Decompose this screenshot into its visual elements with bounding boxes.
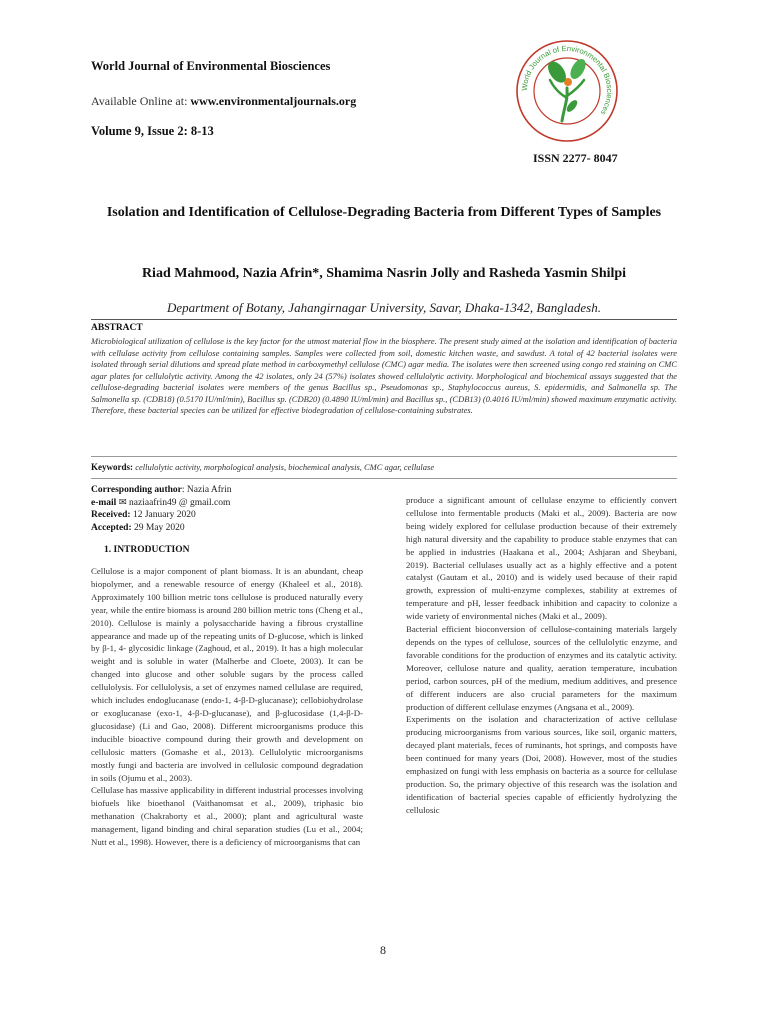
email-icon: ✉	[118, 497, 127, 508]
logo-figure-icon	[544, 56, 588, 121]
author-affiliation: Department of Botany, Jahangirnagar University, Savar, Dhaka-1342, Bangladesh.	[166, 300, 601, 315]
divider	[91, 456, 677, 457]
availability-label: Available Online at:	[91, 94, 191, 108]
logo-ring-text: World Journal of Environmental Biosciences	[519, 43, 615, 117]
column-left	[91, 565, 363, 849]
email-line: e-mail ✉ naziaafrin49 @ gmail.com	[91, 497, 231, 508]
issn: ISSN 2277- 8047	[533, 151, 618, 165]
paragraph: Cellulase has massive applicability in different industrial processes involving biofuels like bioethanol (Vaithanomsat et al., 2009), triphasic bio methanation (Chakraborty et al., 2000); plant and agricultural waste management, ligand binding and chiral separation studies (Lu et al., 2004; Nutt et al., 1998). However, there is a deficiency of microorganisms that can	[91, 785, 363, 848]
corresponding-author: Corresponding author: Nazia Afrin	[91, 485, 232, 495]
divider	[91, 478, 677, 479]
paragraph: Bacterial efficient bioconversion of cellulose-containing materials largely depends on the types of cellulose, sources of the cellulolytic enzyme, and favorable conditions for the production of enzymes and its catalytic activity. Moreover, cellulose nature and quality, aeration temperature, incubation period, carbon sources, pH of the medium, medium additives, and presence of different inducers are also crucial parameters for the maximum production of different cellulase enzymes (Angsana et al., 2009).	[406, 624, 677, 712]
keywords-line	[91, 462, 677, 472]
journal-url-link[interactable]: www.environmentaljournals.org	[190, 94, 357, 108]
article-title: Isolation and Identification of Cellulose-Degrading Bacteria from Different Types of Samples	[106, 205, 662, 220]
keywords-text: cellulolytic activity, morphological analysis, biochemical analysis, CMC agar, cellulase	[135, 462, 435, 472]
paragraph: Cellulose is a major component of plant biomass. It is an abundant, cheap biopolymer, and a renewable resource of energy (Khaleel et al., 2018). Approximately 100 billion metric tons cellulose is produced naturally every year, while the entire biomass is around 280 billion metric tons (Cheng et al., 2010). Cellulose is mainly a polysaccharide having a fibrous crystalline appearance and made up of the repeating units of D-glucose, which is linked by β-1, 4- glycosidic linkage (Zaghoud, et al., 2019). It has a high molecular weight and is soluble in water (Malherbe and Cloete, 2003). It can be changed into glucose and other soluble sugars by the process called cellulolysis. For cellulolysis, a set of enzymes named cellulase are required, which includes endoglucanase (endo-1, 4-β-D-glucanase); cellobiohydrolase or exoglucanase (exo-1, 4-β-D-glucanase), and β-glucosidase (1,4-β-D-glucosidase) (Li and Gao, 2008). Different microorganisms produce this inducible bioactive compound during their growth and development on cellulosic matters (Gomashe et al., 2013). Cellulolytic microorganisms mostly fungi and bacteria are involved in cellulosic compound degradation in soils (Ojumu et al., 2003).	[91, 566, 363, 783]
article-meta	[91, 484, 231, 534]
abstract-text: Microbiological utilization of cellulose is the key factor for the utmost material flow in the biosphere. The present study aimed at the isolation and identification of bacteria with cellulase activity from cellulose containing samples. Samples were collected from soil, domestic kitchen waste, and sawdust. A total of 42 bacterial isolates were isolated through serial dilutions and spread plate method in carboxymethyl cellulose (CMC) agar media. The isolates were then screened using congo red staining on CMC agar plates for cellulolytic activity. Among the 42 isolates, only 24 (57%) isolates showed cellulolytic activity. Morphological and biochemical assays suggested that the cellulose-degrading bacterial isolates were members of the genus Bacillus sp., Pseudomonas sp., Staphylococcus aureus, S. epidermidis, and Salmonella sp. The Salmonella sp. (CDB18) (0.5170 IU/ml/min), Bacillus sp. (CDB20) (0.4890 IU/ml/min) and Bacillus sp., (CDB13) (0.4016 IU/ml/min) showed maximum enzymatic activity. Therefore, these bacterial species can be utilized for effective biodegradation of cellulose-containing substrates.	[91, 336, 677, 415]
paragraph: produce a significant amount of cellulase enzyme to efficiently convert cellulose into fermentable products (Maki et al., 2009). Bacteria are now being widely explored for cellulase production because of their extremely high natural diversity and the capability to produce stable enzymes that can be applied in industries (Haakana et al., 2004; Ashjaran and Sheybani, 2019). Bacterial cellulases usually act as a highly effective and a potent catalyst (Gautam et al., 2010) and is widely used because of their rapid growth, expression of multi-enzyme complexes, stability at extremes of temperature and pH, lesser feedback inhibition and capacity to colonize a wide variety of environmental niches (Maki et al., 2009).	[406, 495, 677, 622]
keywords-label: Keywords:	[91, 462, 133, 472]
received-date: Received: 12 January 2020	[91, 510, 196, 520]
email-link[interactable]: naziaafrin49 @ gmail.com	[126, 497, 231, 508]
availability-line	[91, 94, 356, 109]
page-number: 8	[380, 943, 386, 957]
journal-logo	[512, 36, 622, 146]
article-authors: Riad Mahmood, Nazia Afrin*, Shamima Nasrin Jolly and Rasheda Yasmin Shilpi	[141, 266, 627, 281]
abstract-heading: ABSTRACT	[91, 323, 143, 333]
column-right	[406, 494, 677, 817]
introduction-heading: 1. INTRODUCTION	[104, 545, 190, 555]
journal-name: World Journal of Environmental Biosciences	[91, 59, 331, 73]
divider	[91, 319, 677, 320]
volume-issue: Volume 9, Issue 2: 8-13	[91, 124, 214, 138]
paragraph: Experiments on the isolation and characterization of active cellulase producing microorganisms from various sources, like soil, organic matters, decayed plant materials, feces of ruminants, hot springs, and composts have been continued for many years (Doi, 2008). However, most of the studies emphasized on fungi with less emphasis on bacteria as a source for cellulase production. So, the primary objective of this research was the isolation and identification of bacterial species capable of efficiently hydrolyzing the cellulosic	[406, 714, 677, 815]
accepted-date: Accepted: 29 May 2020	[91, 522, 185, 533]
